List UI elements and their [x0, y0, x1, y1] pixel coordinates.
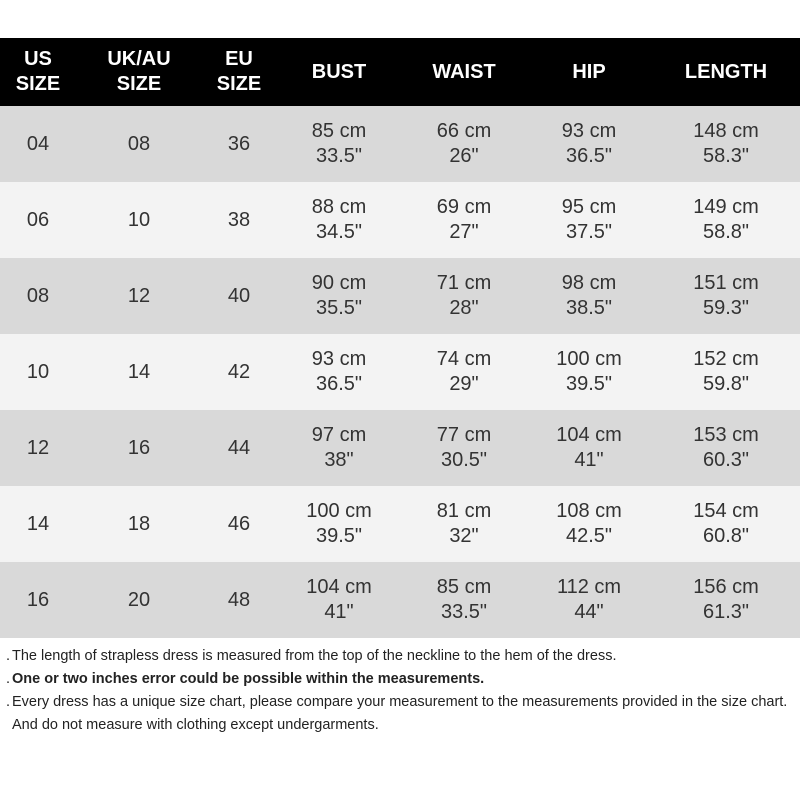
cell-bust-in: 38"	[324, 449, 354, 471]
cell-us-size	[0, 486, 76, 562]
header-length	[652, 38, 800, 106]
cell-waist	[402, 562, 526, 638]
cell-waist	[402, 410, 526, 486]
cell-waist-cm: 81 cm	[436, 500, 492, 522]
cell-us-size	[0, 106, 76, 182]
cell-bust-in: 35.5"	[315, 297, 363, 319]
cell-hip-in: 41"	[574, 449, 604, 471]
cell-uk-au-size	[76, 258, 202, 334]
cell-us-size-value: 14	[26, 512, 50, 535]
cell-waist	[402, 106, 526, 182]
cell-hip-cm: 108 cm	[556, 500, 622, 522]
header-us-size-line1: US	[24, 48, 52, 70]
cell-uk-au-size-value: 10	[127, 208, 151, 231]
cell-bust-in: 39.5"	[315, 525, 363, 547]
cell-length	[652, 486, 800, 562]
cell-bust-in: 33.5"	[315, 145, 363, 167]
cell-length-cm: 156 cm	[693, 576, 759, 598]
cell-us-size-value: 04	[26, 132, 50, 155]
cell-waist	[402, 182, 526, 258]
cell-waist	[402, 486, 526, 562]
cell-hip-cm: 95 cm	[561, 196, 617, 218]
header-eu-size-line2: SIZE	[216, 73, 262, 95]
cell-hip-cm: 112 cm	[556, 576, 622, 598]
cell-bust	[276, 182, 402, 258]
cell-bust	[276, 486, 402, 562]
cell-eu-size	[202, 410, 276, 486]
cell-waist-in: 32"	[449, 525, 479, 547]
table-row	[0, 410, 800, 486]
cell-waist-in: 26"	[449, 145, 479, 167]
cell-waist-in: 33.5"	[440, 601, 488, 623]
cell-waist	[402, 334, 526, 410]
header-us-size-line2: SIZE	[15, 73, 61, 95]
size-notes	[6, 645, 796, 737]
header-hip	[526, 38, 652, 106]
cell-waist-in: 28"	[449, 297, 479, 319]
cell-bust-in: 41"	[324, 601, 354, 623]
cell-length-in: 59.3"	[702, 297, 750, 319]
cell-hip-in: 42.5"	[565, 525, 613, 547]
cell-length	[652, 258, 800, 334]
cell-length-in: 60.8"	[702, 525, 750, 547]
cell-eu-size-value: 38	[227, 208, 251, 231]
cell-us-size-value: 12	[26, 436, 50, 459]
header-waist	[402, 38, 526, 106]
cell-uk-au-size-value: 18	[127, 512, 151, 535]
cell-uk-au-size	[76, 486, 202, 562]
cell-length-in: 58.8"	[702, 221, 750, 243]
cell-eu-size	[202, 334, 276, 410]
cell-length-cm: 148 cm	[693, 120, 759, 142]
cell-bust-cm: 97 cm	[311, 424, 367, 446]
cell-us-size	[0, 182, 76, 258]
cell-hip-cm: 98 cm	[561, 272, 617, 294]
table-body	[0, 106, 800, 638]
cell-length-cm: 152 cm	[693, 348, 759, 370]
cell-hip	[526, 410, 652, 486]
cell-uk-au-size-value: 20	[127, 588, 151, 611]
note-text: Every dress has a unique size chart, please compare your measurement to the measurements provided in the size chart. And do not measure with clothing except undergarments.	[12, 694, 788, 733]
cell-length	[652, 410, 800, 486]
header-uk-au-size-line2: SIZE	[116, 73, 162, 95]
cell-us-size-value: 08	[26, 284, 50, 307]
cell-hip-cm: 100 cm	[556, 348, 622, 370]
cell-eu-size-value: 42	[227, 360, 251, 383]
note-item	[6, 668, 796, 691]
header-eu-size-line1: EU	[225, 48, 253, 70]
header-bust-label: BUST	[311, 60, 367, 83]
header-uk-au-size	[76, 38, 202, 106]
cell-length	[652, 182, 800, 258]
cell-us-size	[0, 562, 76, 638]
cell-bust-cm: 90 cm	[311, 272, 367, 294]
cell-uk-au-size-value: 08	[127, 132, 151, 155]
cell-eu-size	[202, 182, 276, 258]
note-item	[6, 645, 796, 668]
cell-eu-size	[202, 106, 276, 182]
cell-hip-in: 39.5"	[565, 373, 613, 395]
cell-hip	[526, 486, 652, 562]
cell-hip	[526, 334, 652, 410]
cell-eu-size-value: 48	[227, 588, 251, 611]
cell-uk-au-size-value: 14	[127, 360, 151, 383]
cell-uk-au-size	[76, 182, 202, 258]
cell-bust	[276, 410, 402, 486]
cell-hip-in: 37.5"	[565, 221, 613, 243]
cell-eu-size-value: 46	[227, 512, 251, 535]
cell-bust	[276, 258, 402, 334]
cell-bust-cm: 104 cm	[306, 576, 372, 598]
cell-hip-in: 38.5"	[565, 297, 613, 319]
note-text: The length of strapless dress is measured from the top of the neckline to the hem of the dress.	[12, 648, 617, 664]
cell-bust-cm: 88 cm	[311, 196, 367, 218]
cell-eu-size	[202, 486, 276, 562]
size-chart-table	[0, 38, 800, 638]
header-us-size	[0, 38, 76, 106]
cell-length	[652, 334, 800, 410]
cell-hip	[526, 182, 652, 258]
cell-length-cm: 149 cm	[693, 196, 759, 218]
cell-waist-cm: 85 cm	[436, 576, 492, 598]
cell-waist-in: 30.5"	[440, 449, 488, 471]
cell-length-in: 59.8"	[702, 373, 750, 395]
table-row	[0, 334, 800, 410]
cell-hip-in: 44"	[574, 601, 604, 623]
table-row	[0, 258, 800, 334]
cell-waist-cm: 74 cm	[436, 348, 492, 370]
note-text: One or two inches error could be possible within the measurements.	[12, 671, 485, 687]
cell-uk-au-size	[76, 334, 202, 410]
cell-uk-au-size-value: 16	[127, 436, 151, 459]
cell-waist-cm: 69 cm	[436, 196, 492, 218]
cell-waist	[402, 258, 526, 334]
cell-bust-in: 34.5"	[315, 221, 363, 243]
cell-length-cm: 151 cm	[693, 272, 759, 294]
cell-eu-size-value: 40	[227, 284, 251, 307]
cell-waist-cm: 77 cm	[436, 424, 492, 446]
header-uk-au-size-line1: UK/AU	[107, 48, 171, 70]
cell-us-size-value: 16	[26, 588, 50, 611]
cell-hip-cm: 104 cm	[556, 424, 622, 446]
note-bullet: .	[6, 671, 11, 687]
cell-bust	[276, 106, 402, 182]
cell-length-in: 58.3"	[702, 145, 750, 167]
table-row	[0, 182, 800, 258]
cell-uk-au-size	[76, 106, 202, 182]
cell-bust	[276, 562, 402, 638]
header-hip-label: HIP	[572, 60, 606, 83]
cell-uk-au-size-value: 12	[127, 284, 151, 307]
header-bust	[276, 38, 402, 106]
cell-length-cm: 154 cm	[693, 500, 759, 522]
note-bullet: .	[6, 694, 11, 710]
cell-length-cm: 153 cm	[693, 424, 759, 446]
cell-waist-cm: 71 cm	[436, 272, 492, 294]
cell-us-size	[0, 410, 76, 486]
cell-hip	[526, 106, 652, 182]
cell-eu-size-value: 36	[227, 132, 251, 155]
cell-length	[652, 562, 800, 638]
cell-waist-cm: 66 cm	[436, 120, 492, 142]
header-length-label: LENGTH	[684, 60, 768, 83]
cell-waist-in: 29"	[449, 373, 479, 395]
table-header-row	[0, 38, 800, 106]
cell-uk-au-size	[76, 562, 202, 638]
table-row	[0, 106, 800, 182]
cell-length-in: 60.3"	[702, 449, 750, 471]
cell-bust-cm: 93 cm	[311, 348, 367, 370]
cell-us-size-value: 06	[26, 208, 50, 231]
table-row	[0, 486, 800, 562]
note-item	[6, 691, 796, 737]
cell-waist-in: 27"	[449, 221, 479, 243]
cell-us-size-value: 10	[26, 360, 50, 383]
cell-eu-size	[202, 258, 276, 334]
cell-us-size	[0, 334, 76, 410]
table-row	[0, 562, 800, 638]
cell-bust-in: 36.5"	[315, 373, 363, 395]
cell-length-in: 61.3"	[702, 601, 750, 623]
header-eu-size	[202, 38, 276, 106]
cell-length	[652, 106, 800, 182]
cell-us-size	[0, 258, 76, 334]
cell-eu-size-value: 44	[227, 436, 251, 459]
header-waist-label: WAIST	[432, 60, 496, 83]
cell-hip-cm: 93 cm	[561, 120, 617, 142]
cell-bust-cm: 85 cm	[311, 120, 367, 142]
cell-bust-cm: 100 cm	[306, 500, 372, 522]
cell-hip	[526, 258, 652, 334]
cell-hip-in: 36.5"	[565, 145, 613, 167]
cell-eu-size	[202, 562, 276, 638]
cell-uk-au-size	[76, 410, 202, 486]
note-bullet: .	[6, 648, 11, 664]
cell-bust	[276, 334, 402, 410]
cell-hip	[526, 562, 652, 638]
